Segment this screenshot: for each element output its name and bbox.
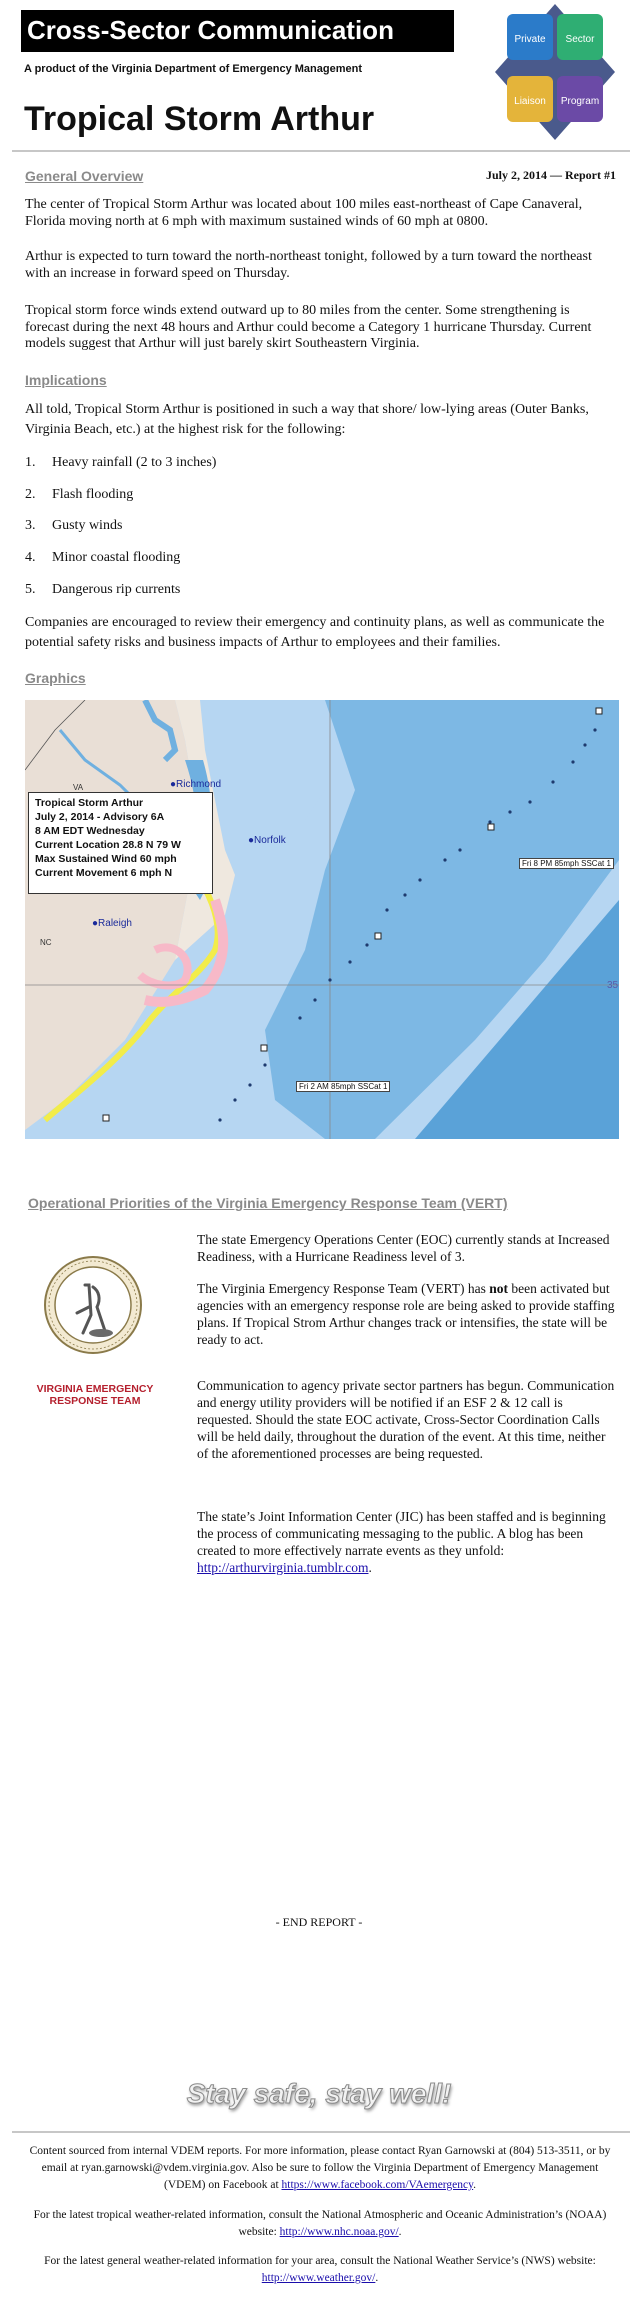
advisory-line: 8 AM EDT Wednesday <box>35 825 145 837</box>
noaa-link[interactable]: http://www.nhc.noaa.gov/ <box>279 2226 399 2238</box>
implication-number: 1. <box>25 455 36 470</box>
city-norfolk: ●Norfolk <box>248 835 286 846</box>
facebook-link[interactable]: https://www.facebook.com/VAemergency <box>281 2179 474 2191</box>
advisory-line: Tropical Storm Arthur <box>35 797 144 809</box>
implications-intro: All told, Tropical Storm Arthur is positioned in such a way that shore/ low-lying areas (Outer Banks, Virginia Beach, etc.) at the highest risk for the following: <box>25 402 589 437</box>
vert-not-emphasis: not <box>489 1281 509 1296</box>
logo-label-private: Private <box>514 34 546 45</box>
map-label-fri-8pm: Fri 8 PM 85mph SSCat 1 <box>519 858 614 869</box>
implication-text: Gusty winds <box>52 518 123 533</box>
overview-paragraph-3: Tropical storm force winds extend outward up to 80 miles from the center. Some strengthening is forecast during the next 48 hours and Arthur could become a Category 1 hurricane Thursday. Current models suggest that Arthur will just barely skirt Southeastern Virginia. <box>25 303 592 351</box>
virginia-seal-icon <box>43 1255 143 1355</box>
jic-blog-link[interactable]: http://arthurvirginia.tumblr.com <box>197 1560 369 1575</box>
implication-text: Minor coastal flooding <box>52 550 181 565</box>
overview-paragraph-1: The center of Tropical Storm Arthur was located about 100 miles east-northeast of Cape Canaveral, Florida moving north at 6 mph with maximum sustained winds of 60 mph at 0800. <box>25 197 583 229</box>
header-banner <box>21 10 454 52</box>
city-raleigh: ●Raleigh <box>92 918 132 929</box>
implication-number: 3. <box>25 518 36 533</box>
report-dateline: July 2, 2014 — Report #1 <box>486 168 616 182</box>
vert-paragraph-2: The Virginia Emergency Response Team (VERT) has not been activated but agencies with an emergency response role are being asked to provide staffing plans. If Tropical Strom Arthur changes track or intensifies, the state will be ready to act. <box>197 1281 615 1347</box>
map-state-va: VA <box>73 783 84 792</box>
tagline: A product of the Virginia Department of Emergency Management <box>24 63 362 75</box>
vert-paragraph-4: The state’s Joint Information Center (JIC) has been staffed and is beginning the process of communicating messaging to the public. A blog has been created to more effectively narrate events as they unfold: http://arthurvirginia.tumblr.com. <box>197 1509 606 1575</box>
implication-text: Heavy rainfall (2 to 3 inches) <box>52 455 217 470</box>
general-overview-heading: General Overview <box>25 168 144 184</box>
implication-item <box>25 582 180 598</box>
implications-closing: Companies are encouraged to review their emergency and continuity plans, as well as communicate the potential safety risks and business impacts of Arthur to employees and their families. <box>25 615 605 650</box>
advisory-line: July 2, 2014 - Advisory 6A <box>35 811 165 823</box>
implication-text: Flash flooding <box>52 487 134 502</box>
map-state-nc: NC <box>40 938 52 947</box>
implication-number: 4. <box>25 550 36 565</box>
storm-title: Tropical Storm Arthur <box>24 100 375 138</box>
implications-heading: Implications <box>25 372 107 388</box>
advisory-line: Current Location 28.8 N 79 W <box>35 839 181 851</box>
closing-slogan: Stay safe, stay well! <box>186 2078 452 2109</box>
implication-item <box>25 518 122 534</box>
footer-noaa: For the latest tropical weather-related information, consult the National Atmospheric and Oceanic Administration’s (NOAA) website: http://www.nhc.noaa.gov/. <box>33 2209 607 2238</box>
advisory-box <box>28 792 213 894</box>
footer-divider <box>12 2131 630 2133</box>
logo-label-sector: Sector <box>565 34 595 45</box>
implication-number: 2. <box>25 487 36 502</box>
map-label-fri-2am: Fri 2 AM 85mph SSCat 1 <box>296 1081 390 1092</box>
footer-nws: For the latest general weather-related information for your area, consult the National Weather Service’s (NWS) website: http://www.weather.gov/. <box>44 2255 596 2284</box>
vert-seal-caption: VIRGINIA EMERGENCY RESPONSE TEAM <box>36 1383 154 1407</box>
footer-contact: Content sourced from internal VDEM reports. For more information, please contact Ryan Garnowski at (804) 513-3511, or by email at ryan.garnowski@vdem.virginia.gov. Also be sure to follow the Virginia Department of Emergency Management (VDEM) on Facebook at https://www.facebook.com/VAemergency. <box>29 2145 611 2191</box>
map-latitude-35: 35 <box>607 980 619 991</box>
nws-link[interactable]: http://www.weather.gov/ <box>261 2272 376 2284</box>
implication-item <box>25 550 180 566</box>
vert-paragraph-3: Communication to agency private sector partners has begun. Communication and energy utility providers will be notified if an ESF 2 & 12 call is requested. Should the state EOC activate, Cross-Sector Coordination Calls will be held daily, throughout the duration of the event. At this time, neither of the aforementioned processes are being requested. <box>197 1378 615 1461</box>
implication-number: 5. <box>25 582 36 597</box>
logo-label-program: Program <box>560 96 600 107</box>
vert-paragraph-1: The state Emergency Operations Center (EOC) currently stands at Increased Readiness, with a Hurricane Readiness level of 3. <box>197 1232 610 1264</box>
end-report-marker: - END REPORT - <box>275 1915 363 1929</box>
private-sector-liaison-logo <box>493 2 617 142</box>
implication-item <box>25 455 216 471</box>
implication-text: Dangerous rip currents <box>52 582 181 597</box>
banner-title: Cross-Sector Communication <box>27 15 394 45</box>
vert-heading: Operational Priorities of the Virginia Emergency Response Team (VERT) <box>28 1195 508 1211</box>
header-divider <box>12 150 630 152</box>
implication-item <box>25 487 133 503</box>
advisory-line: Current Movement 6 mph N <box>35 867 173 879</box>
city-richmond: ●Richmond <box>170 779 222 790</box>
overview-paragraph-2: Arthur is expected to turn toward the north-northeast tonight, followed by a turn toward the northeast with an increase in forward speed on Thursday. <box>25 249 592 281</box>
graphics-heading: Graphics <box>25 670 86 686</box>
logo-label-liaison: Liaison <box>514 96 546 107</box>
advisory-line: Max Sustained Wind 60 mph <box>35 853 177 865</box>
